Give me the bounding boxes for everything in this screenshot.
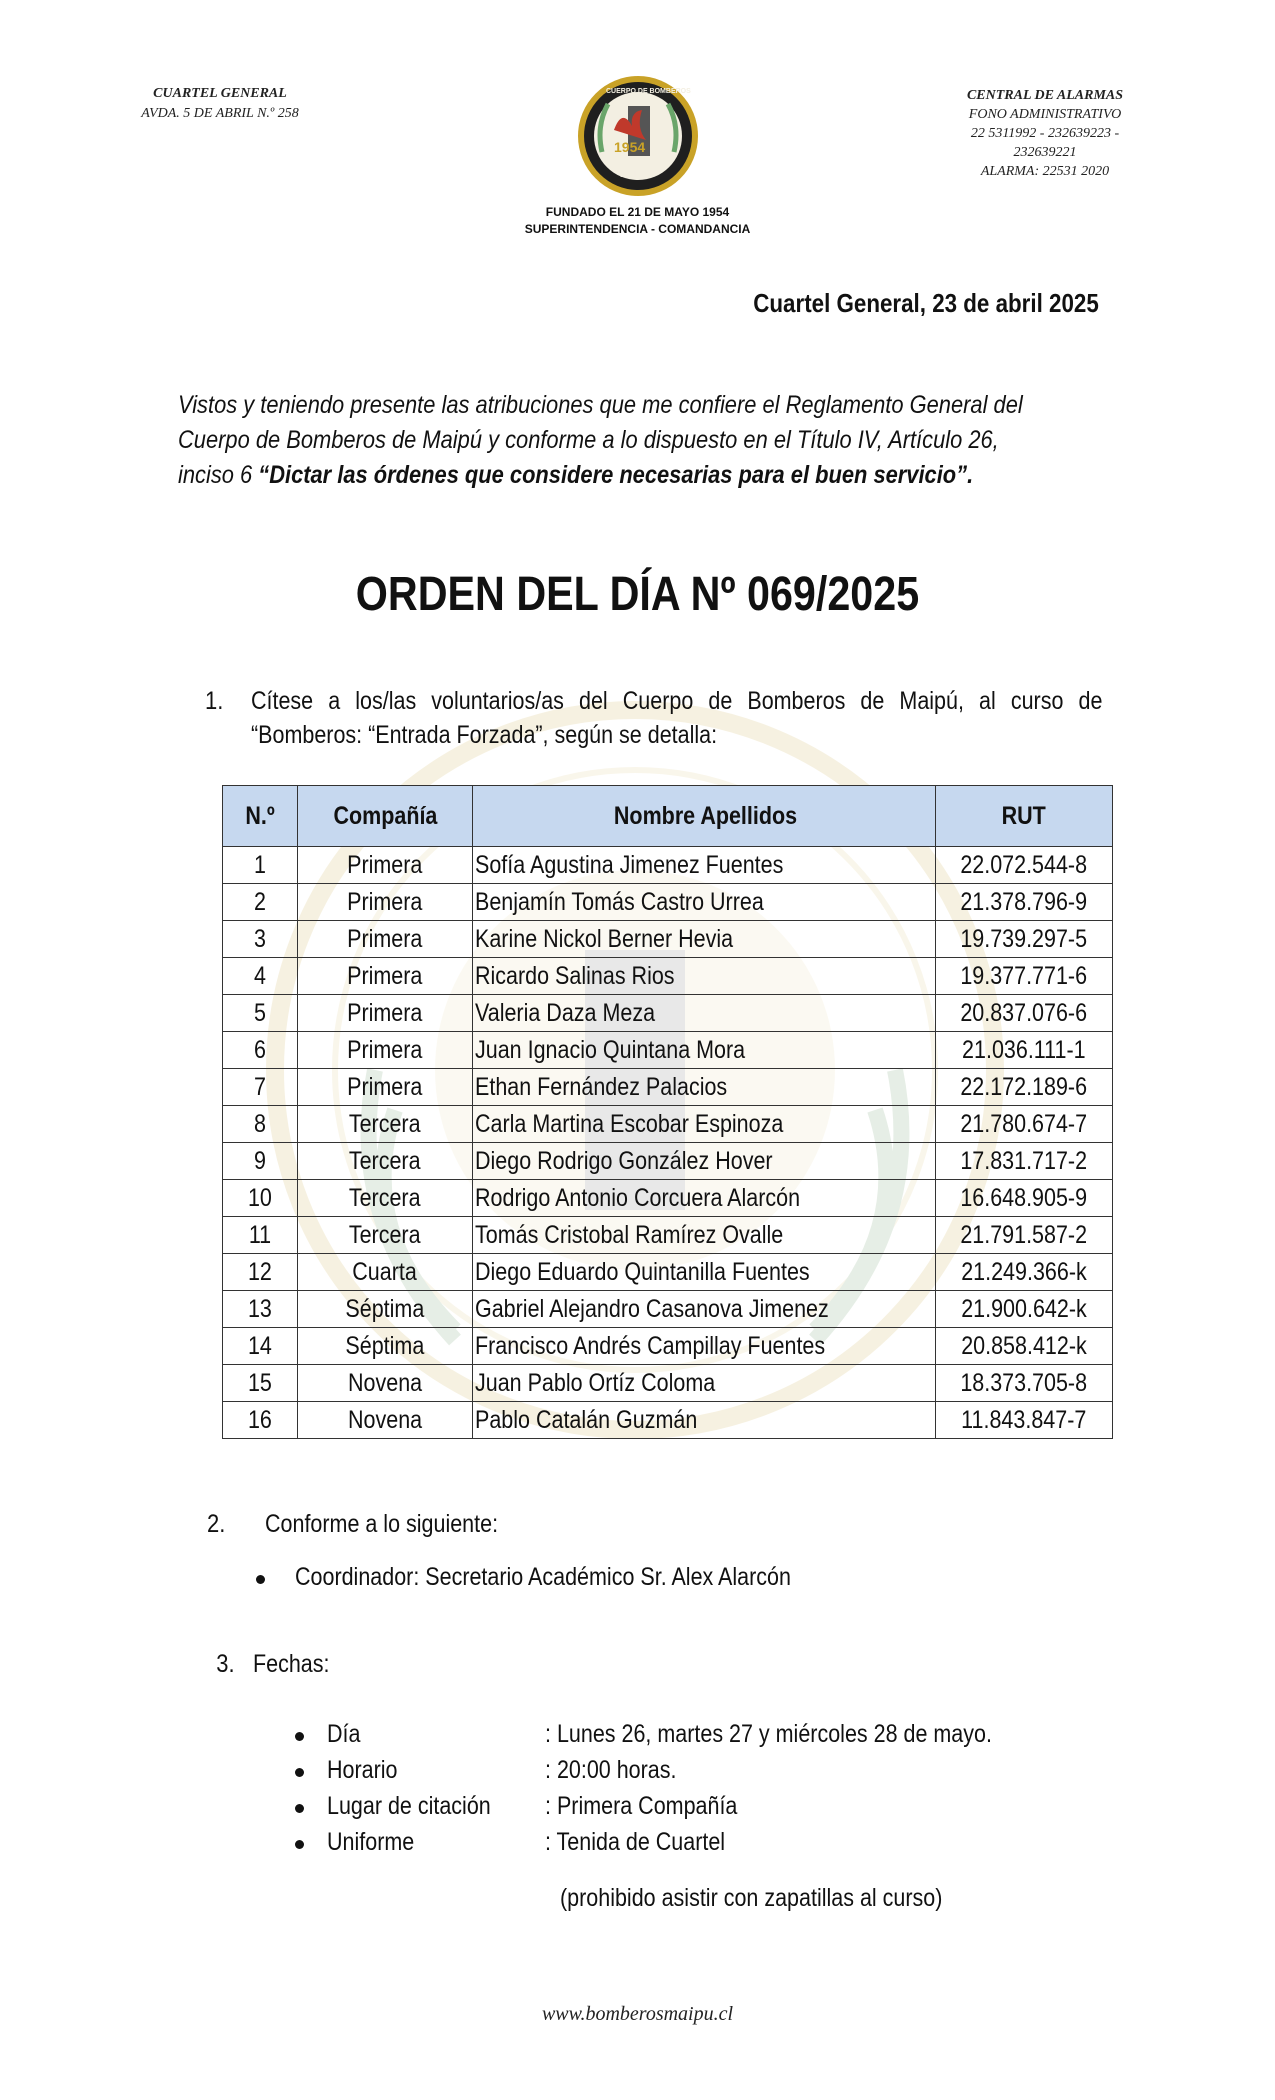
row-company: Primera [298,1069,473,1106]
row-name: Valeria Daza Meza [473,995,936,1032]
row-number: 11 [223,1217,298,1254]
row-company: Primera [298,884,473,921]
schedule-value: : Tenida de Cuartel [545,1828,726,1856]
table-row [223,958,1113,995]
row-rut: 20.837.076-6 [936,995,1113,1032]
department-text: SUPERINTENDENCIA - COMANDANCIA [524,222,751,236]
row-number: 2 [223,884,298,921]
row-name: Rodrigo Antonio Corcuera Alarcón [473,1180,936,1217]
table-row [223,1328,1113,1365]
table-row [223,1032,1113,1069]
row-rut: 22.172.189-6 [936,1069,1113,1106]
row-number: 3 [223,921,298,958]
header-right-line4: ALARMA: 22531 2020 [980,164,1110,179]
section-2-text: Conforme a lo siguiente: [265,1510,499,1538]
volunteers-table [222,785,1113,1439]
row-company: Tercera [298,1217,473,1254]
row-company: Novena [298,1402,473,1439]
row-rut: 19.377.771-6 [936,958,1113,995]
schedule-label: Día [327,1720,361,1748]
table-row [223,1106,1113,1143]
row-name: Gabriel Alejandro Casanova Jimenez [473,1291,936,1328]
row-rut: 21.791.587-2 [936,1217,1113,1254]
header-right-line3: 232639221 [1013,145,1077,160]
fire-department-seal-logo [576,74,700,198]
coordinator-item: Coordinador: Secretario Académico Sr. Alex Alarcón [295,1563,791,1591]
row-rut: 21.900.642-k [936,1291,1113,1328]
row-company: Tercera [298,1106,473,1143]
preamble [178,388,1044,493]
header-left [110,84,330,124]
row-number: 10 [223,1180,298,1217]
item-1-number: 1. [205,687,224,715]
schedule-label: Horario [327,1756,398,1784]
header-rut: RUT [936,786,1113,847]
row-number: 13 [223,1291,298,1328]
preamble-quote: “Dictar las órdenes que considere necesarias para el buen servicio”. [258,461,974,489]
item-1-text: Cítese a los/las voluntarios/as del Cuerpo de Bomberos de Maipú, al curso de “Bomberos: “Entrada Forzada”, según se detalla: [251,687,1103,749]
page-title: ORDEN DEL DÍA Nº 069/2025 [355,568,920,621]
row-rut: 19.739.297-5 [936,921,1113,958]
bullet-icon [295,1732,304,1741]
table-header-row [223,786,1113,847]
row-company: Primera [298,1032,473,1069]
footer-website: www.bomberosmaipu.cl [541,2003,734,2025]
row-name: Ethan Fernández Palacios [473,1069,936,1106]
table-body [223,847,1113,1439]
table-row [223,847,1113,884]
row-name: Benjamín Tomás Castro Urrea [473,884,936,921]
row-company: Primera [298,995,473,1032]
row-number: 12 [223,1254,298,1291]
header-right [930,86,1160,181]
seal-caption [470,204,805,238]
schedule-label: Lugar de citación [327,1792,491,1820]
table-row [223,1365,1113,1402]
row-number: 4 [223,958,298,995]
svg-text:CUERPO DE BOMBEROS: CUERPO DE BOMBEROS [606,88,691,95]
row-company: Primera [298,847,473,884]
header-right-line1: FONO ADMINISTRATIVO [968,107,1122,122]
row-number: 14 [223,1328,298,1365]
schedule-label: Uniforme [327,1828,415,1856]
row-name: Diego Eduardo Quintanilla Fuentes [473,1254,936,1291]
bullet-icon [295,1840,304,1849]
row-name: Karine Nickol Berner Hevia [473,921,936,958]
svg-text:MAIPU: MAIPU [620,169,649,179]
row-rut: 22.072.544-8 [936,847,1113,884]
row-number: 15 [223,1365,298,1402]
row-number: 1 [223,847,298,884]
row-company: Novena [298,1365,473,1402]
preamble-text: Vistos y teniendo presente las atribuciones que me confiere el Reglamento General del Cuerpo de Bomberos de Maipú y conforme a lo dispuesto en el Título IV, Artículo 26, inciso 6 [178,391,1023,489]
table-row [223,1217,1113,1254]
row-name: Ricardo Salinas Rios [473,958,936,995]
row-company: Cuarta [298,1254,473,1291]
table-row [223,1291,1113,1328]
header-name: Nombre Apellidos [473,786,936,847]
row-name: Juan Ignacio Quintana Mora [473,1032,936,1069]
table-row [223,1402,1113,1439]
schedule-value: : Lunes 26, martes 27 y miércoles 28 de mayo. [545,1720,992,1748]
row-rut: 18.373.705-8 [936,1365,1113,1402]
row-name: Sofía Agustina Jimenez Fuentes [473,847,936,884]
bullet-icon [256,1575,265,1584]
row-name: Tomás Cristobal Ramírez Ovalle [473,1217,936,1254]
row-number: 9 [223,1143,298,1180]
bullet-icon [295,1804,304,1813]
row-number: 8 [223,1106,298,1143]
section-3-number: 3. [216,1650,235,1678]
schedule-value: : 20:00 horas. [545,1756,677,1784]
header-number: N.º [223,786,298,847]
row-company: Primera [298,958,473,995]
table-row [223,1180,1113,1217]
row-name: Diego Rodrigo González Hover [473,1143,936,1180]
bullet-icon [295,1768,304,1777]
row-rut: 20.858.412-k [936,1328,1113,1365]
row-company: Primera [298,921,473,958]
row-number: 7 [223,1069,298,1106]
row-rut: 21.378.796-9 [936,884,1113,921]
row-rut: 21.780.674-7 [936,1106,1113,1143]
uniform-note: (prohibido asistir con zapatillas al curso) [560,1884,943,1912]
row-name: Carla Martina Escobar Espinoza [473,1106,936,1143]
table-row [223,884,1113,921]
row-number: 16 [223,1402,298,1439]
row-rut: 17.831.717-2 [936,1143,1113,1180]
row-number: 6 [223,1032,298,1069]
row-rut: 11.843.847-7 [936,1402,1113,1439]
row-name: Francisco Andrés Campillay Fuentes [473,1328,936,1365]
row-number: 5 [223,995,298,1032]
section-3-text: Fechas: [253,1650,330,1678]
svg-text:1954: 1954 [614,139,646,155]
row-company: Tercera [298,1143,473,1180]
row-name: Juan Pablo Ortíz Coloma [473,1365,936,1402]
founded-text: FUNDADO EL 21 DE MAYO 1954 [545,205,730,219]
date-line: Cuartel General, 23 de abril 2025 [753,288,1099,318]
row-company: Séptima [298,1291,473,1328]
row-rut: 21.249.366-k [936,1254,1113,1291]
row-rut: 16.648.905-9 [936,1180,1113,1217]
schedule-value: : Primera Compañía [545,1792,738,1820]
row-company: Tercera [298,1180,473,1217]
table-row [223,995,1113,1032]
table-row [223,1254,1113,1291]
row-rut: 21.036.111-1 [936,1032,1113,1069]
table-row [223,921,1113,958]
header-left-address: AVDA. 5 DE ABRIL N.º 258 [141,106,299,121]
section-2-number: 2. [207,1510,226,1538]
row-company: Séptima [298,1328,473,1365]
header-right-line2: 22 5311992 - 232639223 - [970,126,1120,141]
table-row [223,1069,1113,1106]
header-company: Compañía [298,786,473,847]
header-left-title: CUARTEL GENERAL [153,86,287,101]
row-name: Pablo Catalán Guzmán [473,1402,936,1439]
section-3 [215,1650,330,1679]
header-right-title: CENTRAL DE ALARMAS [966,88,1124,103]
table-row [223,1143,1113,1180]
